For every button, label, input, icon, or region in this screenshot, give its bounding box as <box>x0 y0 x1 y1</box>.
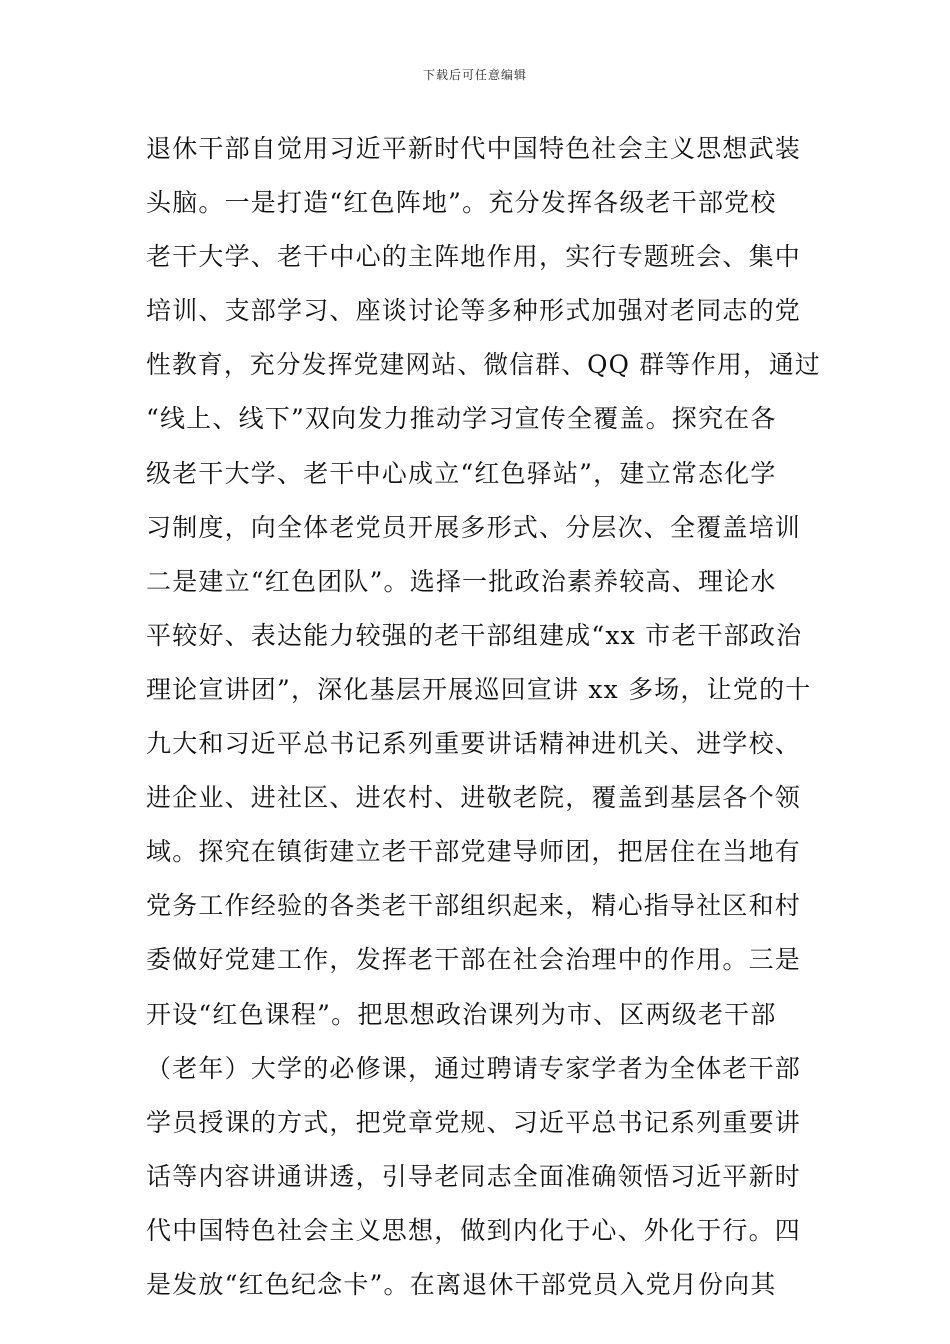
body-line: 平较好、表达能力较强的老干部组建成“xx 市老干部政治 <box>146 620 803 650</box>
body-line: 老干大学、老干中心的主阵地作用，实行专题班会、集中 <box>146 242 802 272</box>
body-line: 进企业、进社区、进农村、进敬老院，覆盖到基层各个领 <box>146 783 802 813</box>
body-line: 党务工作经验的各类老干部组织起来，精心指导社区和村 <box>146 891 802 921</box>
body-line: 性教育，充分发挥党建网站、微信群、QQ 群等作用，通过 <box>146 350 821 380</box>
header-note: 下载后可任意编辑 <box>422 68 527 82</box>
body-line: 九大和习近平总书记系列重要讲话精神进机关、进学校、 <box>146 729 802 759</box>
body-line: 级老干大学、老干中心成立“红色驿站”，建立常态化学 <box>146 458 777 488</box>
body-line: 培训、支部学习、座谈讨论等多种形式加强对老同志的党 <box>146 296 802 326</box>
body-line: 委做好党建工作，发挥老干部在社会治理中的作用。三是 <box>146 945 802 975</box>
body-line: 习制度，向全体老党员开展多形式、分层次、全覆盖培训 <box>146 512 802 542</box>
body-line: 话等内容讲通讲透，引导老同志全面准确领悟习近平新时 <box>146 1161 802 1191</box>
body-line: 开设“红色课程”。把思想政治课列为市、区两级老干部 <box>146 999 777 1029</box>
body-line: 退休干部自觉用习近平新时代中国特色社会主义思想武装 <box>146 134 802 163</box>
body-line: 理论宣讲团”，深化基层开展巡回宣讲 xx 多场，让党的十 <box>146 674 812 704</box>
body-line: 二是建立“红色团队”。选择一批政治素养较高、理论水 <box>146 566 777 596</box>
body-line: 学员授课的方式，把党章党规、习近平总书记系列重要讲 <box>146 1107 802 1137</box>
document-body <box>146 122 821 1312</box>
body-line: 头脑。一是打造“红色阵地”。充分发挥各级老干部党校 <box>146 188 777 218</box>
body-line: 是发放“红色纪念卡”。在离退休干部党员入党月份向其 <box>146 1269 777 1299</box>
body-line: （老年）大学的必修课，通过聘请专家学者为全体老干部 <box>146 1053 802 1083</box>
body-line: 域。探究在镇街建立老干部党建导师团，把居住在当地有 <box>146 837 802 867</box>
body-line: 代中国特色社会主义思想，做到内化于心、外化于行。四 <box>146 1215 802 1245</box>
body-line: “线上、线下”双向发力推动学习宣传全覆盖。探究在各 <box>146 404 777 434</box>
